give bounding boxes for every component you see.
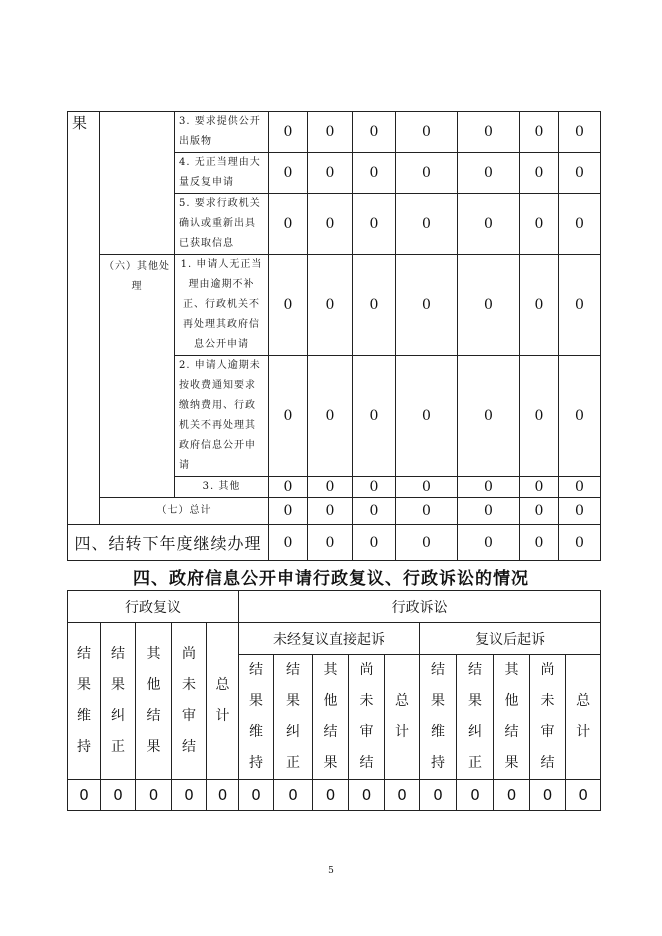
results-table bbox=[67, 111, 601, 561]
value-cell: 0 bbox=[239, 780, 274, 811]
value-cell: 0 bbox=[207, 780, 239, 811]
carry-label: 四、结转下年度继续办理 bbox=[68, 525, 269, 561]
column-header bbox=[385, 655, 420, 780]
value-cell: 0 bbox=[559, 112, 601, 153]
value-cell: 0 bbox=[520, 356, 559, 477]
value-cell: 0 bbox=[494, 780, 530, 811]
value-cell: 0 bbox=[396, 498, 458, 525]
column-header bbox=[457, 655, 494, 780]
value-cell: 0 bbox=[458, 255, 520, 356]
page-number: 5 bbox=[328, 866, 334, 876]
item-label: 3. 要求提供公开出版物 bbox=[175, 112, 269, 153]
value-cell: 0 bbox=[396, 112, 458, 153]
value-cell: 0 bbox=[353, 356, 396, 477]
value-cell: 0 bbox=[308, 153, 353, 194]
value-cell: 0 bbox=[269, 477, 308, 498]
value-cell: 0 bbox=[559, 194, 601, 255]
value-cell: 0 bbox=[308, 498, 353, 525]
value-cell: 0 bbox=[458, 525, 520, 561]
value-cell: 0 bbox=[559, 153, 601, 194]
value-cell: 0 bbox=[308, 255, 353, 356]
item-label: 2. 申请人逾期未按收费通知要求缴纳费用、行政机关不再处理其政府信息公开申请 bbox=[175, 356, 269, 477]
column-header bbox=[274, 655, 313, 780]
column-header bbox=[172, 623, 207, 780]
value-cell: 0 bbox=[269, 255, 308, 356]
value-cell: 0 bbox=[353, 498, 396, 525]
column-header-text: 总计 bbox=[395, 693, 410, 740]
column-header bbox=[349, 655, 385, 780]
value-cell: 0 bbox=[458, 477, 520, 498]
column-header-text: 结果纠正 bbox=[468, 662, 483, 771]
column-header bbox=[101, 623, 136, 780]
group-label: （六）其他处理 bbox=[100, 255, 175, 498]
value-cell: 0 bbox=[458, 112, 520, 153]
column-header bbox=[494, 655, 530, 780]
review-litigation-table bbox=[67, 590, 601, 811]
value-cell: 0 bbox=[396, 153, 458, 194]
value-cell: 0 bbox=[308, 112, 353, 153]
value-cell: 0 bbox=[269, 356, 308, 477]
carry-row bbox=[68, 525, 601, 561]
column-header bbox=[530, 655, 566, 780]
review-header: 行政复议 bbox=[68, 591, 239, 623]
item-label: 1. 申请人无正当理由逾期不补正、行政机关不再处理其政府信息公开申请 bbox=[175, 255, 269, 356]
value-cell: 0 bbox=[353, 477, 396, 498]
direct-header: 未经复议直接起诉 bbox=[239, 623, 420, 655]
value-cell: 0 bbox=[353, 153, 396, 194]
value-cell: 0 bbox=[396, 356, 458, 477]
value-cell: 0 bbox=[308, 477, 353, 498]
value-cell: 0 bbox=[520, 255, 559, 356]
value-cell: 0 bbox=[559, 356, 601, 477]
value-cell: 0 bbox=[136, 780, 172, 811]
column-header-text: 尚未审结 bbox=[182, 646, 196, 755]
value-cell: 0 bbox=[530, 780, 566, 811]
value-cell: 0 bbox=[458, 153, 520, 194]
value-cell: 0 bbox=[520, 112, 559, 153]
value-cell: 0 bbox=[274, 780, 313, 811]
value-cell: 0 bbox=[68, 780, 101, 811]
value-cell: 0 bbox=[559, 498, 601, 525]
value-cell: 0 bbox=[520, 498, 559, 525]
result-label: 果 bbox=[68, 112, 100, 525]
value-cell: 0 bbox=[349, 780, 385, 811]
item-label: 3. 其他 bbox=[175, 477, 269, 498]
section-title: 四、政府信息公开申请行政复议、行政诉讼的情况 bbox=[133, 569, 529, 589]
value-cell: 0 bbox=[520, 525, 559, 561]
value-cell: 0 bbox=[396, 255, 458, 356]
value-cell: 0 bbox=[520, 477, 559, 498]
item-label: 5. 要求行政机关确认或重新出具已获取信息 bbox=[175, 194, 269, 255]
column-header-text: 总计 bbox=[215, 677, 230, 724]
value-cell: 0 bbox=[353, 112, 396, 153]
total-row bbox=[68, 498, 601, 525]
value-cell: 0 bbox=[396, 477, 458, 498]
value-cell: 0 bbox=[101, 780, 136, 811]
value-cell: 0 bbox=[353, 194, 396, 255]
value-cell: 0 bbox=[353, 255, 396, 356]
value-cell: 0 bbox=[458, 498, 520, 525]
column-header bbox=[566, 655, 601, 780]
after-header: 复议后起诉 bbox=[420, 623, 601, 655]
column-header-text: 其他结果 bbox=[146, 646, 161, 755]
value-cell: 0 bbox=[172, 780, 207, 811]
value-cell: 0 bbox=[396, 525, 458, 561]
value-cell: 0 bbox=[566, 780, 601, 811]
value-cell: 0 bbox=[313, 780, 349, 811]
column-header-text: 结果维持 bbox=[249, 662, 264, 771]
value-cell: 0 bbox=[520, 194, 559, 255]
value-cell: 0 bbox=[269, 498, 308, 525]
value-cell: 0 bbox=[269, 194, 308, 255]
column-header-text: 尚未审结 bbox=[540, 662, 555, 771]
value-cell: 0 bbox=[353, 525, 396, 561]
column-header bbox=[313, 655, 349, 780]
column-header-text: 结果维持 bbox=[431, 662, 446, 771]
value-cell: 0 bbox=[308, 194, 353, 255]
value-cell: 0 bbox=[269, 525, 308, 561]
value-cell: 0 bbox=[308, 525, 353, 561]
column-header-text: 其他结果 bbox=[504, 662, 519, 771]
value-cell: 0 bbox=[269, 112, 308, 153]
value-cell: 0 bbox=[385, 780, 420, 811]
table-row bbox=[68, 112, 601, 153]
column-header bbox=[420, 655, 457, 780]
column-header-text: 结果维持 bbox=[77, 646, 91, 755]
value-cell: 0 bbox=[458, 194, 520, 255]
column-header bbox=[207, 623, 239, 780]
column-header-text: 尚未审结 bbox=[359, 662, 374, 771]
column-header bbox=[136, 623, 172, 780]
value-cell: 0 bbox=[458, 356, 520, 477]
value-cell: 0 bbox=[420, 780, 457, 811]
value-cell: 0 bbox=[269, 153, 308, 194]
blank-cell bbox=[100, 112, 175, 255]
column-header bbox=[68, 623, 101, 780]
litigation-header: 行政诉讼 bbox=[239, 591, 601, 623]
column-header-text: 总计 bbox=[576, 693, 591, 740]
column-header-text: 结果纠正 bbox=[111, 646, 125, 755]
value-cell: 0 bbox=[559, 525, 601, 561]
value-cell: 0 bbox=[559, 477, 601, 498]
total-label: （七）总计 bbox=[100, 498, 269, 525]
column-header bbox=[239, 655, 274, 780]
value-cell: 0 bbox=[520, 153, 559, 194]
value-cell: 0 bbox=[308, 356, 353, 477]
column-header-text: 其他结果 bbox=[323, 662, 338, 771]
value-cell: 0 bbox=[457, 780, 494, 811]
table-row bbox=[68, 255, 601, 356]
column-header-text: 结果纠正 bbox=[286, 662, 301, 771]
value-cell: 0 bbox=[559, 255, 601, 356]
value-cell: 0 bbox=[396, 194, 458, 255]
item-label: 4. 无正当理由大量反复申请 bbox=[175, 153, 269, 194]
